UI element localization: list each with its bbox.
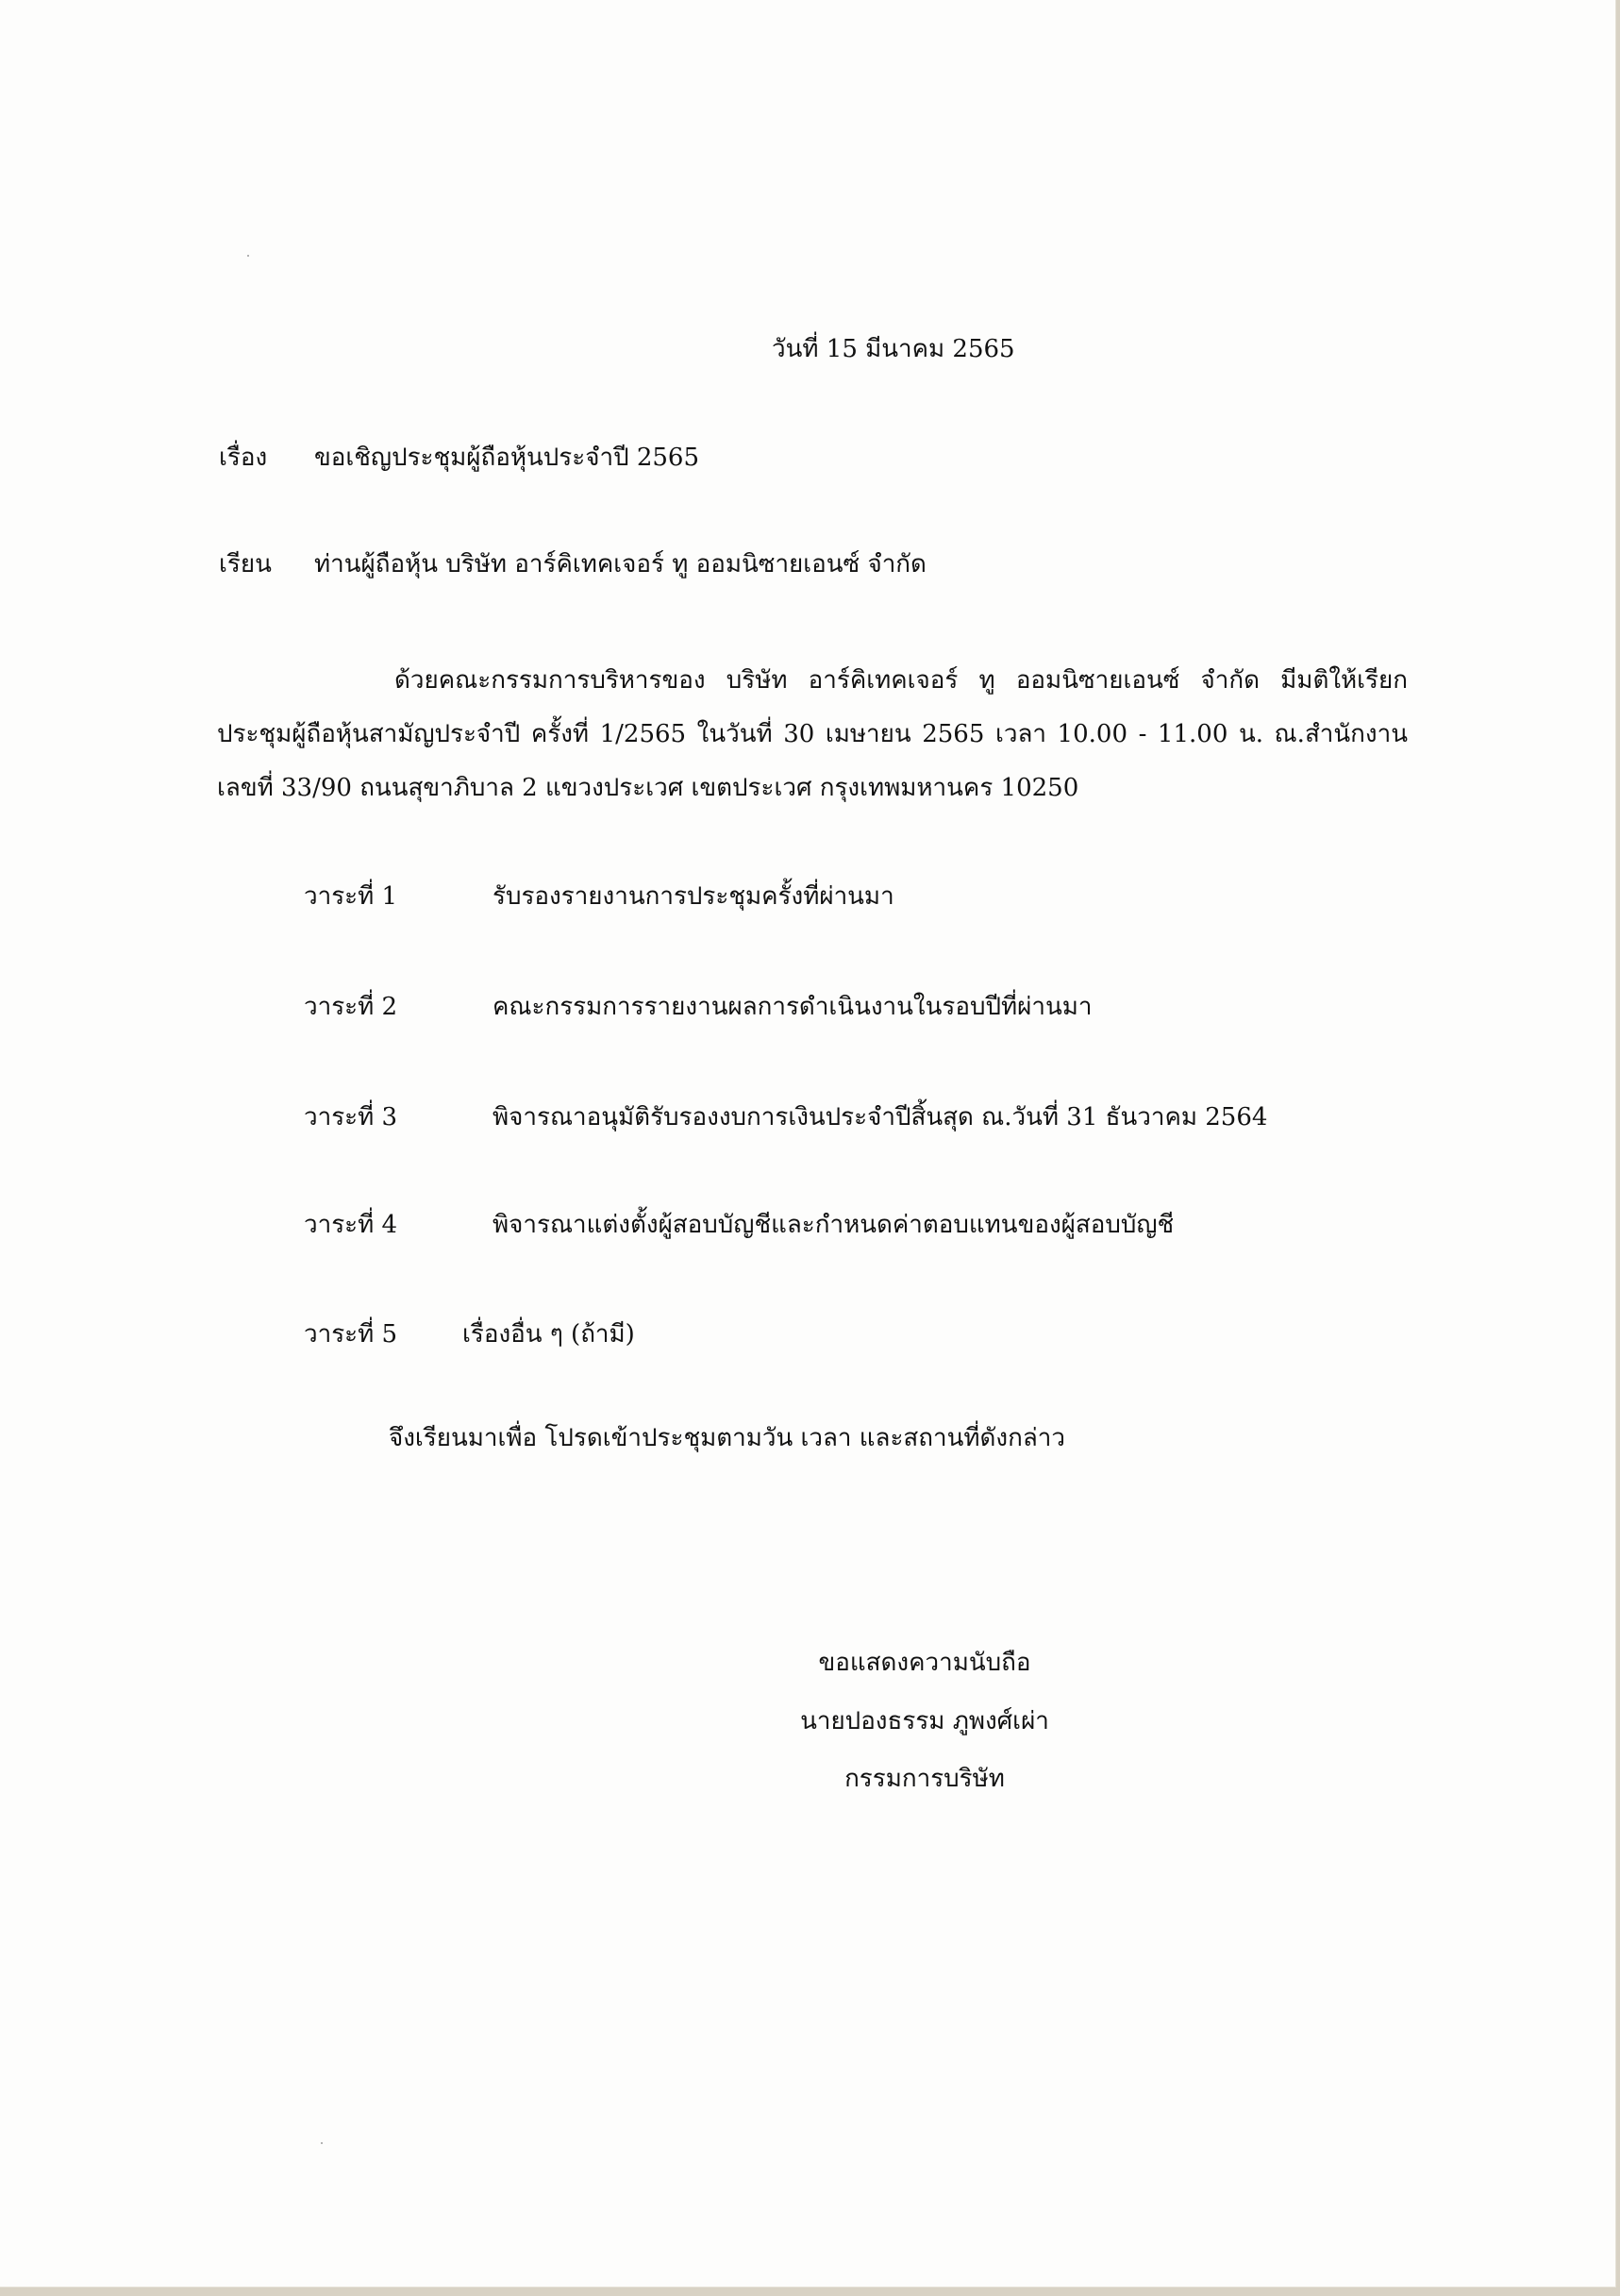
agenda-number: วาระที่ 4: [304, 1211, 398, 1239]
paper-speck: [321, 2142, 323, 2144]
closing-sentence: จึงเรียนมาเพื่อ โปรดเข้าประชุมตามวัน เวลา และสถานที่ดังกล่าว: [389, 1424, 1066, 1452]
paper-speck: [247, 255, 249, 257]
agenda-item-text: พิจารณาแต่งตั้งผู้สอบบัญชีและกำหนดค่าตอบแทนของผู้สอบบัญชี: [493, 1211, 1175, 1239]
body-line: ด้วยคณะกรรมการบริหารของ บริษัท อาร์คิเทคเจอร์ ทู ออมนิซายเอนซ์ จำกัด มีมติให้เรียก: [394, 666, 1408, 695]
body-line: เลขที่ 33/90 ถนนสุขาภิบาล 2 แขวงประเวศ เขตประเวศ กรุงเทพมหานคร 10250: [217, 774, 1079, 802]
body-line: ประชุมผู้ถือหุ้นสามัญประจำปี ครั้งที่ 1/2565 ในวันที่ 30 เมษายน 2565 เวลา 10.00 - 11.00 น. ณ.สำนักงาน: [217, 720, 1408, 748]
agenda-number: วาระที่ 5: [304, 1320, 398, 1349]
signature-salutation: ขอแสดงความนับถือ: [818, 1649, 1031, 1677]
agenda-number: วาระที่ 1: [304, 882, 398, 911]
recipient-label: เรียน: [219, 550, 272, 578]
subject-text: ขอเชิญประชุมผู้ถือหุ้นประจำปี 2565: [314, 444, 700, 472]
agenda-number: วาระที่ 2: [304, 993, 398, 1021]
agenda-item-text: คณะกรรมการรายงานผลการดำเนินงานในรอบปีที่ผ่านมา: [493, 993, 1093, 1021]
agenda-item-text: รับรองรายงานการประชุมครั้งที่ผ่านมา: [493, 882, 894, 911]
body-paragraph: [217, 654, 1408, 815]
agenda-item-text: เรื่องอื่น ๆ (ถ้ามี): [462, 1320, 635, 1349]
signatory-position: กรรมการบริษัท: [844, 1765, 1005, 1793]
recipient-text: ท่านผู้ถือหุ้น บริษัท อาร์คิเทคเจอร์ ทู ออมนิซายเอนซ์ จำกัด: [314, 550, 927, 578]
signatory-name: นายปองธรรม ภูพงศ์เผ่า: [800, 1707, 1049, 1735]
agenda-number: วาระที่ 3: [304, 1103, 398, 1131]
subject-label: เรื่อง: [219, 444, 268, 472]
agenda-item-text: พิจารณาอนุมัติรับรองงบการเงินประจำปีสิ้นสุด ณ.วันที่ 31 ธันวาคม 2564: [493, 1103, 1268, 1131]
letter-date: วันที่ 15 มีนาคม 2565: [772, 335, 1015, 363]
